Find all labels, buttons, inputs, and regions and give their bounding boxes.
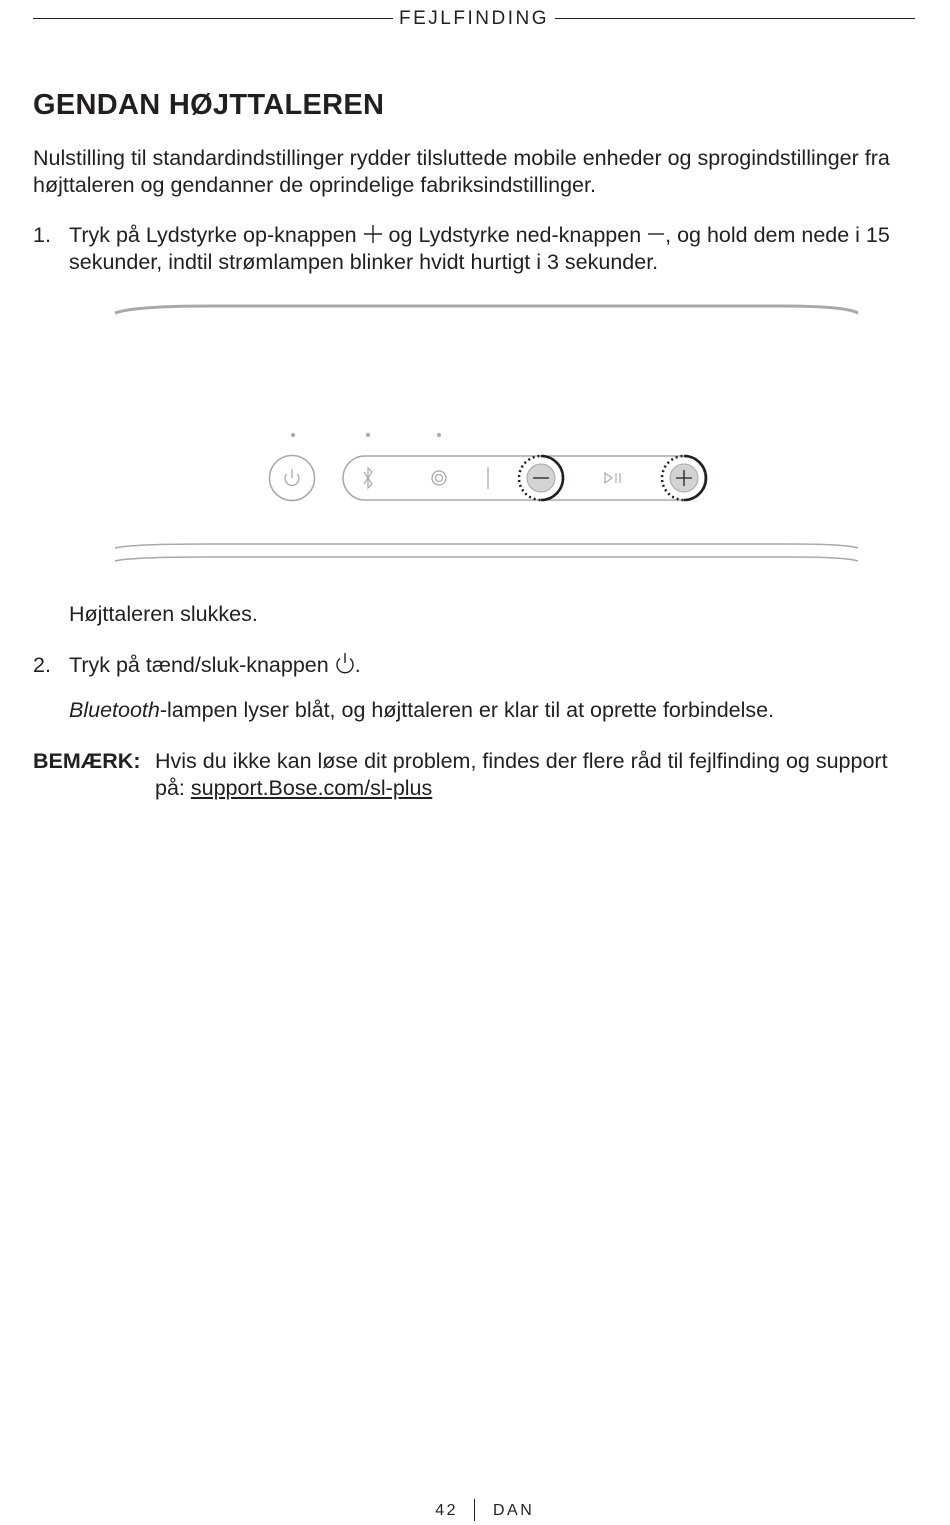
step-2: [33, 652, 918, 679]
page-title: GENDAN HØJTTALEREN: [33, 89, 385, 121]
power-button: [270, 456, 315, 501]
plus-icon: [363, 224, 383, 244]
section-title: FEJLFINDING: [399, 8, 549, 29]
minus-icon: [647, 224, 665, 244]
step-1-result: Højttaleren slukkes.: [69, 602, 258, 626]
note: [33, 748, 918, 802]
note-text: Hvis du ikke kan løse dit problem, findes der flere råd til fejlfinding og support på: support.Bose.com/sl-plus: [155, 749, 888, 800]
support-link[interactable]: support.Bose.com/sl-plus: [190, 776, 433, 800]
footer-separator: [474, 1499, 475, 1521]
step-2-text: Tryk på tænd/sluk-knappen .: [69, 653, 361, 677]
page-number: 42: [435, 1502, 458, 1519]
speaker-top-edge: [115, 306, 858, 313]
power-indicator-light: [291, 433, 295, 437]
step-1-number: 1.: [33, 223, 51, 247]
step-2-number: 2.: [33, 653, 51, 677]
button-bar: [343, 456, 705, 500]
step-1-text: Tryk på Lydstyrke op-knappen og Lydstyrke ned-knappen , og hold dem nede i 15 sekunder, indtil strømlampen blinker hvidt hurtigt i 3 sekunder.: [69, 223, 890, 274]
intro-paragraph: Nulstilling til standardindstillinger rydder tilsluttede mobile enheder og sprogindstillinger fra højttaleren og gendanner de oprindelige fabriksindstillinger.: [33, 146, 890, 197]
header-rule-right: [555, 18, 915, 19]
speaker-body-line-2: [115, 557, 858, 561]
page-footer: [0, 1499, 950, 1525]
speaker-button-panel-illustration: [100, 296, 870, 576]
speaker-body-line-1: [115, 544, 858, 548]
power-icon: [335, 652, 355, 674]
language-code: DAN: [493, 1502, 535, 1519]
note-label: BEMÆRK:: [33, 749, 141, 773]
bluetooth-indicator-light: [366, 433, 370, 437]
step-2-result: Bluetooth-lampen lyser blåt, og højttaleren er klar til at oprette forbindelse.: [69, 698, 775, 722]
step-1: [33, 222, 918, 276]
page-header: [33, 7, 915, 31]
action-indicator-light: [437, 433, 441, 437]
